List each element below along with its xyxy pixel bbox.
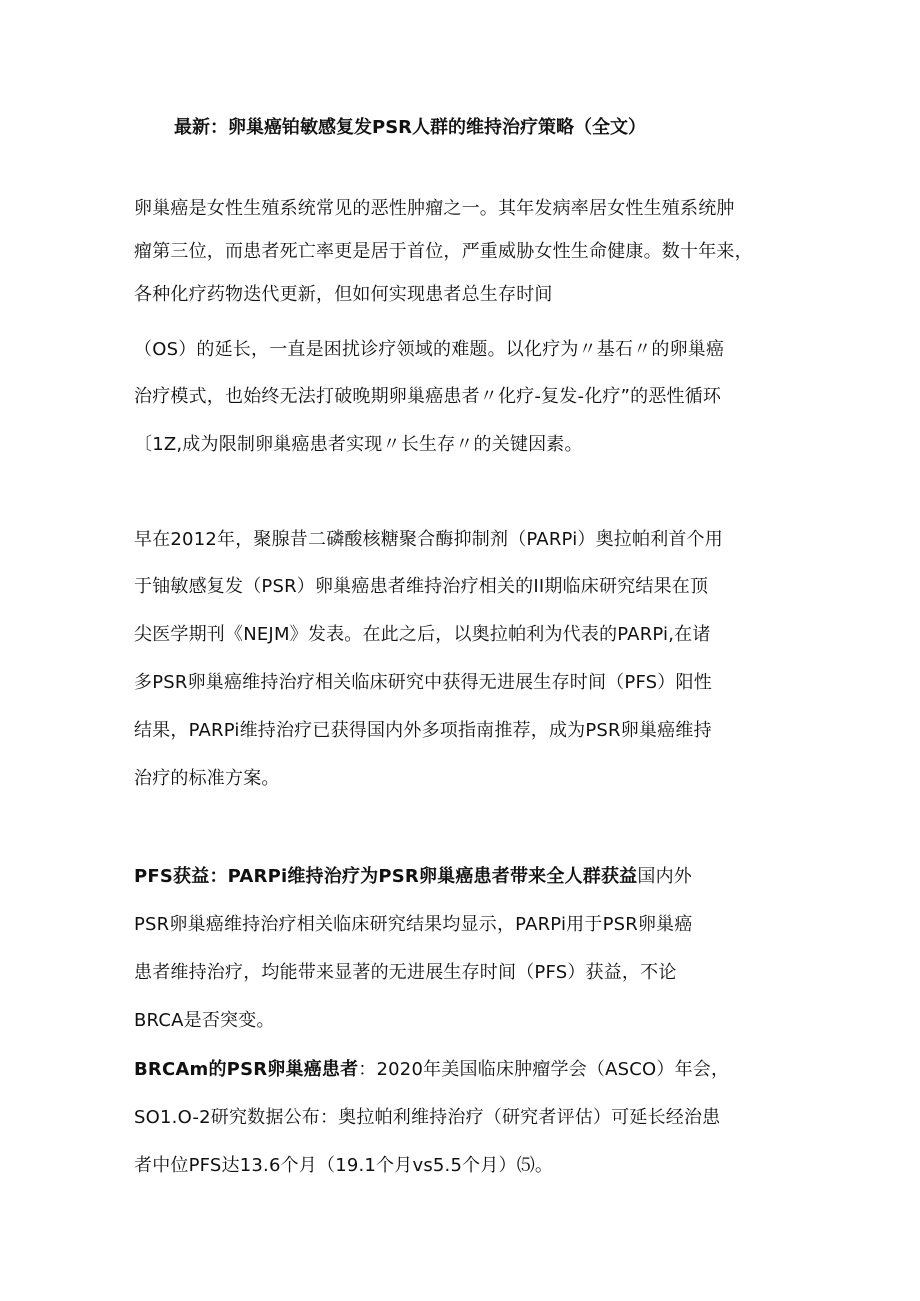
brca-line-1: ：2020年美国临床肿瘤学会（ASCO）年会， [358,1059,730,1080]
paragraph-2-line-1: 早在2012年，聚腺昔二磷酸核糖聚合酶抑制剂（PARPi）奥拉帕利首个用 [134,529,723,550]
section-first-line [134,862,692,892]
paragraph-2-line-3: 尖医学期刊《NEJM》发表。在此之后，以奥拉帕利为代表的PARPi,在诸 [134,624,711,645]
brca-heading: BRCAm的PSR卵巢癌患者 [134,1059,359,1080]
paragraph-2-line-6: 治疗的标准方案。 [134,768,280,789]
paragraph-1-line-2: 瘤第三位，而患者死亡率更是居于首位，严重威胁女性生命健康。数十年来， [134,241,753,262]
brca-line-2: SO1.O-2研究数据公布：奥拉帕利维持治疗（研究者评估）可延长经治患 [134,1107,721,1128]
section-line-1: 国内外 [637,866,692,887]
brca-first-line [134,1055,729,1085]
paragraph-1-line-5: 治疗模式，也始终无法打破晚期卵巢癌患者〃化疗-复发-化疗”的恶性循环 [134,386,722,407]
paragraph-2-line-5: 结果，PARPi维持治疗已获得国内外多项指南推荐，成为PSR卵巢癌维持 [134,720,712,741]
paragraph-2-line-4: 多PSR卵巢癌维持治疗相关临床研究中获得无进展生存时间（PFS）阳性 [134,672,712,693]
paragraph-1-line-6: 〔1Z,成为限制卵巢癌患者实现〃长生存〃的关键因素。 [134,434,583,455]
paragraph-1-line-1: 卵巢癌是女性生殖系统常见的恶性肿瘤之一。其年发病率居女性生殖系统肿 [134,198,735,219]
section-line-3: 患者维持治疗，均能带来显著的无进展生存时间（PFS）获益，不论 [134,962,677,983]
section-line-2: PSR卵巢癌维持治疗相关临床研究结果均显示，PARPi用于PSR卵巢癌 [134,914,693,935]
paragraph-1-line-3: 各种化疗药物迭代更新，但如何实现患者总生存时间 [134,284,553,305]
section-heading: PFS获益：PARPi维持治疗为PSR卵巢癌患者带来全人群获益 [134,866,638,887]
brca-line-3: 者中位PFS达13.6个月（19.1个月vs5.5个月）⑸。 [134,1155,554,1176]
document-title: 最新：卵巢癌铂敏感复发PSR人群的维持治疗策略（全文） [174,117,647,138]
section-line-4: BRCA是否突变。 [134,1010,275,1031]
paragraph-1-line-4: （OS）的延长，一直是困扰诊疗领域的难题。以化疗为〃基石〃的卵巢癌 [134,339,725,360]
paragraph-2-line-2: 于铀敏感复发（PSR）卵巢癌患者维持治疗相关的II期临床研究结果在顶 [134,576,709,597]
